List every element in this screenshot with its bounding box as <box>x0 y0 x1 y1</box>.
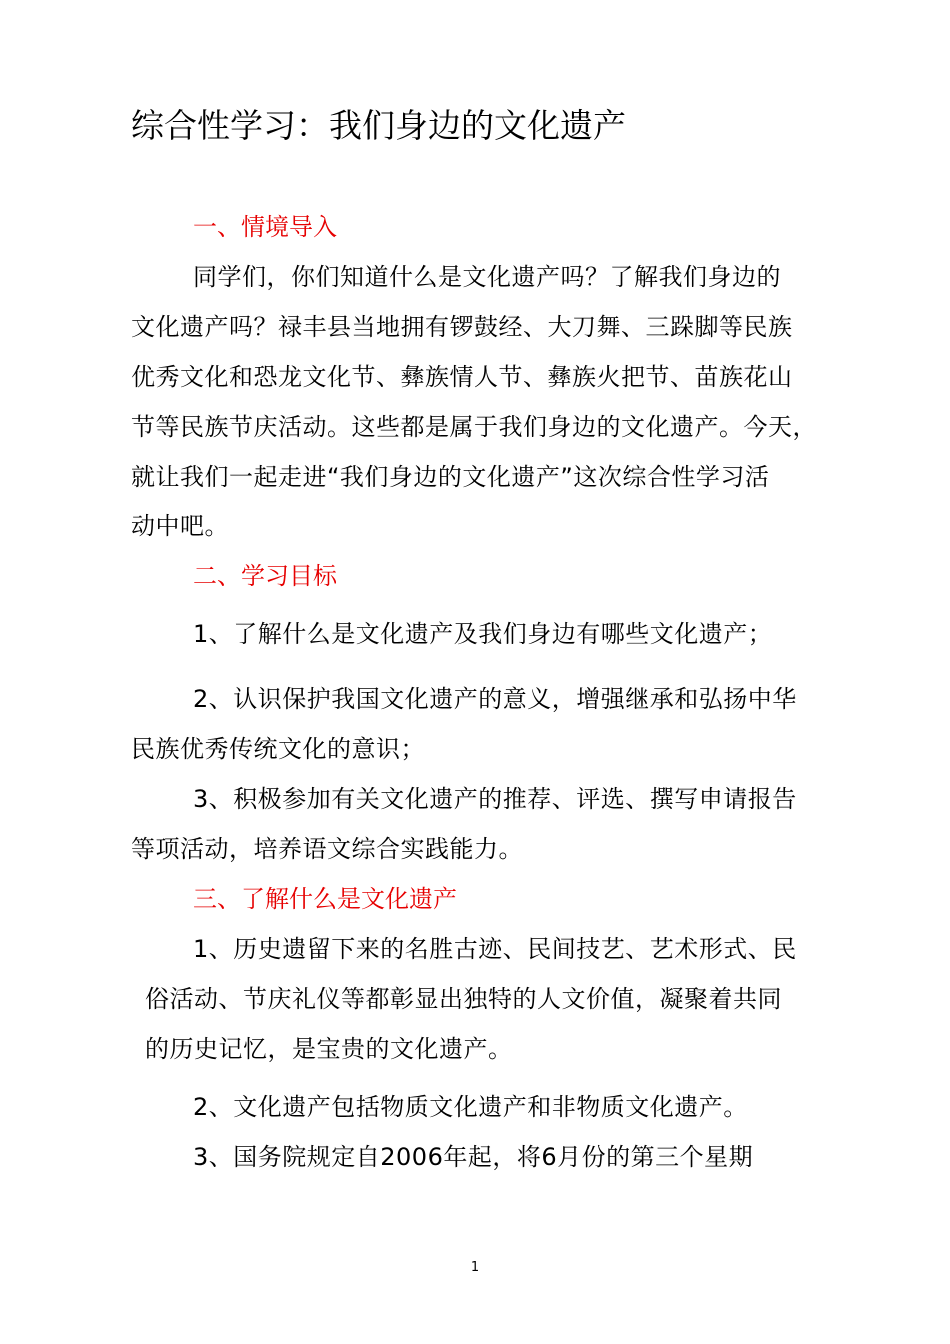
page-number: 1 <box>470 1260 480 1275</box>
section-heading-understand: 三、了解什么是文化遗产 <box>193 885 457 913</box>
intro-line-5: 就让我们一起走进“我们身边的文化遗产”这次综合性学习活 <box>131 463 770 491</box>
understand-line-3: 的历史记忆，是宝贵的文化遗产。 <box>145 1035 513 1063</box>
goal-line-2: 2、认识保护我国文化遗产的意义，增强继承和弘扬中华 <box>193 685 797 713</box>
intro-line-6: 动中吧。 <box>131 512 229 540</box>
goal-line-3: 民族优秀传统文化的意识； <box>131 735 425 763</box>
section-heading-intro: 一、情境导入 <box>193 213 337 241</box>
intro-line-4: 节等民族节庆活动。这些都是属于我们身边的文化遗产。今天， <box>131 413 817 441</box>
section-heading-goals: 二、学习目标 <box>193 562 337 590</box>
intro-line-3: 优秀文化和恐龙文化节、彝族情人节、彝族火把节、苗族花山 <box>131 363 793 391</box>
intro-line-2: 文化遗产吗？禄丰县当地拥有锣鼓经、大刀舞、三跺脚等民族 <box>131 313 793 341</box>
understand-line-2: 俗活动、节庆礼仪等都彰显出独特的人文价值，凝聚着共同 <box>145 985 782 1013</box>
goal-line-5: 等项活动，培养语文综合实践能力。 <box>131 835 523 863</box>
goal-line-1: 1、了解什么是文化遗产及我们身边有哪些文化遗产； <box>193 620 773 648</box>
understand-line-4: 2、文化遗产包括物质文化遗产和非物质文化遗产。 <box>193 1093 748 1121</box>
intro-line-1: 同学们，你们知道什么是文化遗产吗？了解我们身边的 <box>193 263 781 291</box>
understand-line-5: 3、国务院规定自2006年起，将6月份的第三个星期 <box>193 1143 754 1171</box>
document-title: 综合性学习：我们身边的文化遗产 <box>131 106 626 145</box>
goal-line-4: 3、积极参加有关文化遗产的推荐、评选、撰写申请报告 <box>193 785 797 813</box>
understand-line-1: 1、历史遗留下来的名胜古迹、民间技艺、艺术形式、民 <box>193 935 797 963</box>
